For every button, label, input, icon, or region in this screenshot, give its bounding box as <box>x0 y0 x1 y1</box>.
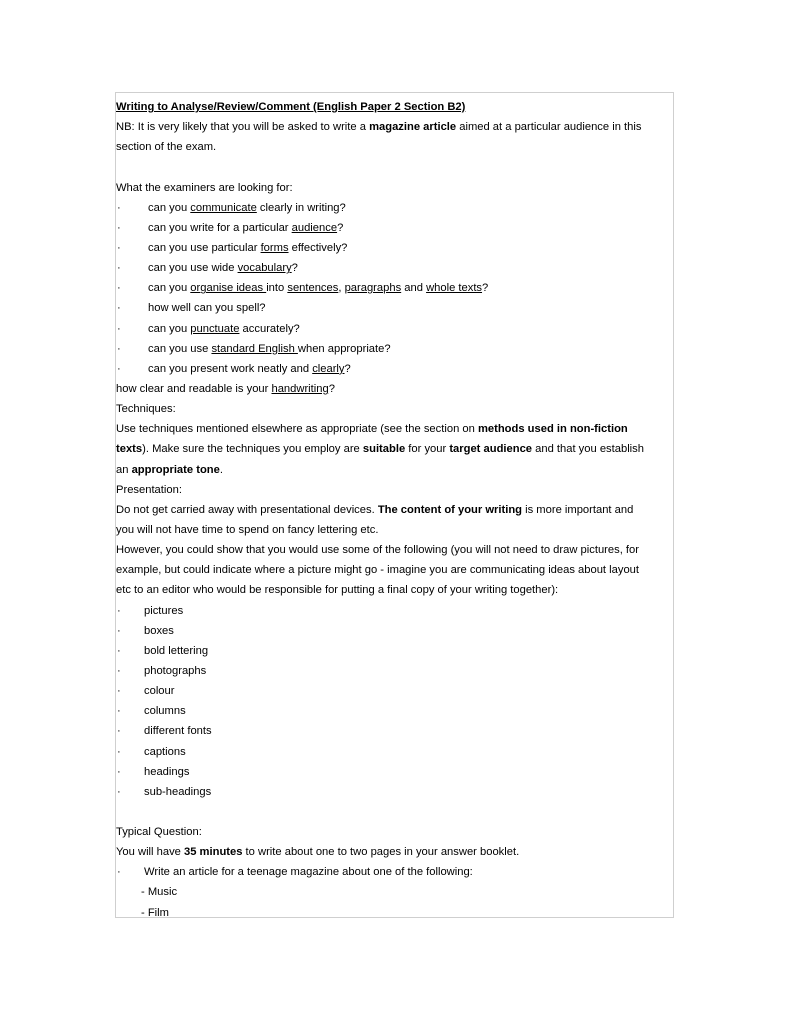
list-item: · bold lettering <box>116 641 673 661</box>
looking-for-heading: What the examiners are looking for: <box>116 181 293 194</box>
bullet-icon: · <box>117 282 121 295</box>
blank-line <box>116 802 673 822</box>
presentation-line-5: etc to an editor who would be responsible for putting a final copy of your writing together): <box>116 584 559 597</box>
bullet-icon: · <box>117 604 121 617</box>
techniques-line-3: an appropriate tone. <box>116 463 223 476</box>
document-title: Writing to Analyse/Review/Comment (English Paper 2 Section B2) <box>116 101 466 113</box>
presentation-line-3: However, you could show that you would use some of the following (you will not need to draw pictures, for <box>116 544 639 557</box>
list-item: · headings <box>116 762 673 782</box>
nb-line-1: NB: It is very likely that you will be asked to write a magazine article aimed at a particular audience in this <box>116 121 642 134</box>
list-item: · photographs <box>116 661 673 681</box>
bullet-icon: · <box>117 322 121 335</box>
presentation-heading: Presentation: <box>116 483 182 496</box>
bullet-icon: · <box>117 866 121 879</box>
list-item: · colour <box>116 681 673 701</box>
document-page <box>115 92 674 918</box>
techniques-line-1: Use techniques mentioned elsewhere as appropriate (see the section on methods used in non-fiction <box>116 423 628 436</box>
presentation-line-1: Do not get carried away with presentational devices. The content of your writing is more important and <box>116 503 634 516</box>
bullet-icon: · <box>117 685 121 698</box>
presentation-line-2: you will not have time to spend on fancy lettering etc. <box>116 523 379 536</box>
bullet-icon: · <box>117 342 121 355</box>
bullet-icon: · <box>117 221 121 234</box>
list-item: · Write an article for a teenage magazine about one of the following: <box>116 862 673 882</box>
nb-line-2: section of the exam. <box>116 141 217 154</box>
bullet-icon: · <box>117 362 121 375</box>
list-item: · can you use particular forms effectively? <box>116 238 673 258</box>
list-item: · can you punctuate accurately? <box>116 319 673 339</box>
list-item: · can you write for a particular audience? <box>116 218 673 238</box>
list-item: · captions <box>116 742 673 762</box>
list-item: · can you organise ideas into sentences, paragraphs and whole texts? <box>116 278 673 298</box>
typical-question-line-1: You will have 35 minutes to write about one to two pages in your answer booklet. <box>116 846 520 859</box>
list-item: · can you use standard English when appropriate? <box>116 339 673 359</box>
bullet-icon: · <box>117 765 121 778</box>
techniques-heading: Techniques: <box>116 403 176 416</box>
bullet-icon: · <box>117 302 121 315</box>
typical-question-heading: Typical Question: <box>116 826 202 839</box>
list-item: how clear and readable is your handwriting? <box>116 382 335 395</box>
list-item: · can you use wide vocabulary? <box>116 258 673 278</box>
list-item: · columns <box>116 701 673 721</box>
list-item: · different fonts <box>116 721 673 741</box>
list-item: · boxes <box>116 621 673 641</box>
bullet-icon: · <box>117 725 121 738</box>
sub-item: - Film <box>141 906 169 918</box>
list-item: · can you communicate clearly in writing? <box>116 198 673 218</box>
bullet-icon: · <box>117 664 121 677</box>
sub-item: - Music <box>141 886 178 899</box>
bullet-icon: · <box>117 201 121 214</box>
presentation-line-4: example, but could indicate where a picture might go - imagine you are communicating ideas about layout <box>116 564 639 577</box>
bullet-icon: · <box>117 745 121 758</box>
list-item: · can you present work neatly and clearly? <box>116 359 673 379</box>
list-item: · sub-headings <box>116 782 673 802</box>
bullet-icon: · <box>117 624 121 637</box>
bullet-icon: · <box>117 241 121 254</box>
list-item: · how well can you spell? <box>116 298 673 318</box>
bullet-icon: · <box>117 262 121 275</box>
bullet-icon: · <box>117 705 121 718</box>
list-item: · pictures <box>116 601 673 621</box>
bullet-icon: · <box>117 644 121 657</box>
document-content <box>116 97 673 918</box>
techniques-line-2: texts). Make sure the techniques you employ are suitable for your target audience and that you establish <box>116 443 644 456</box>
bullet-icon: · <box>117 785 121 798</box>
blank-line <box>116 157 673 177</box>
document-title-line <box>116 97 673 117</box>
